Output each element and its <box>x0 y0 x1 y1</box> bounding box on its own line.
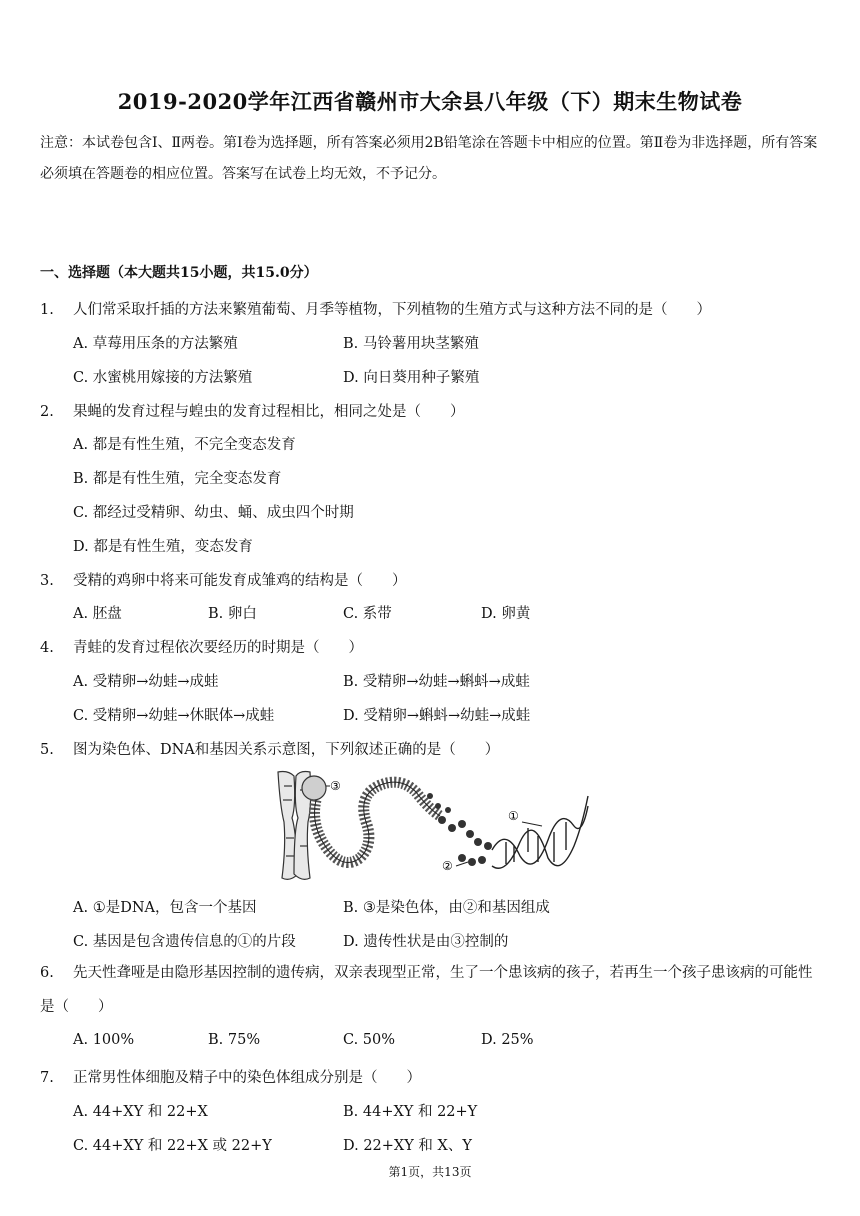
option-a: A. 44+XY 和 22+X <box>73 1104 208 1120</box>
question-number: 6. <box>40 965 54 981</box>
question-number: 5. <box>40 742 54 758</box>
option-c: C. 基因是包含遗传信息的①的片段 <box>73 934 296 950</box>
nucleosome-beads <box>427 793 492 866</box>
exam-title: 2019-2020学年江西省赣州市大余县八年级（下）期末生物试卷 <box>117 89 743 114</box>
magnified-circle <box>302 776 326 800</box>
option-d: D. 22+XY 和 X、Y <box>343 1138 472 1154</box>
question-text: 正常男性体细胞及精子中的染色体组成分别是（ ） <box>73 1070 421 1086</box>
option-a: A. ①是DNA，包含一个基因 <box>73 900 257 916</box>
question-text: 青蛙的发育过程依次要经历的时期是（ ） <box>73 640 363 656</box>
option-b: B. 受精卵→幼蛙→蝌蚪→成蛙 <box>343 674 530 690</box>
option-c: C. 系带 <box>343 606 392 622</box>
question-number: 4. <box>40 640 54 656</box>
option-b: B. 44+XY 和 22+Y <box>343 1104 478 1120</box>
question-3 <box>40 569 407 590</box>
label-2-leader <box>456 862 468 866</box>
option-d: D. 遗传性状是由③控制的 <box>343 934 509 950</box>
question-7 <box>40 1066 421 1087</box>
question-6 <box>40 956 822 1024</box>
question-number: 1. <box>40 302 54 318</box>
question-5 <box>40 738 499 759</box>
question-1 <box>40 298 711 319</box>
dna-double-helix <box>492 796 588 868</box>
option-d: D. 卵黄 <box>481 606 531 622</box>
option-d: D. 向日葵用种子繁殖 <box>343 370 480 386</box>
option-d: D. 受精卵→蝌蚪→幼蛙→成蛙 <box>343 708 531 724</box>
option-a: A. 受精卵→幼蛙→成蛙 <box>73 674 219 690</box>
figure-label-1: ① <box>508 809 519 823</box>
option-b: B. 卵白 <box>208 606 257 622</box>
question-text: 先天性聋哑是由隐形基因控制的遗传病，双亲表现型正常，生了一个患该病的孩子，若再生一个孩子患该病的可能性是（ ） <box>40 965 813 1015</box>
option-b: B. 75% <box>208 1032 261 1048</box>
chromosome-dna-figure <box>270 766 590 886</box>
option-a: A. 草莓用压条的方法繁殖 <box>73 336 238 352</box>
option-b: B. ③是染色体，由②和基因组成 <box>343 900 550 916</box>
question-text: 受精的鸡卵中将来可能发育成雏鸡的结构是（ ） <box>73 573 407 589</box>
question-2 <box>40 400 465 421</box>
option-d: D. 都是有性生殖，变态发育 <box>73 539 253 555</box>
figure-label-3: ③ <box>330 779 341 793</box>
question-text: 图为染色体、DNA和基因关系示意图，下列叙述正确的是（ ） <box>73 742 500 758</box>
option-c: C. 水蜜桃用嫁接的方法繁殖 <box>73 370 253 386</box>
option-d: D. 25% <box>481 1032 534 1048</box>
question-text: 果蝇的发育过程与蝗虫的发育过程相比，相同之处是（ ） <box>73 404 465 420</box>
exam-notice: 注意：本试卷包含Ⅰ、Ⅱ两卷。第Ⅰ卷为选择题，所有答案必须用2B铅笔涂在答题卡中相应的位置。第Ⅱ卷为非选择题，所有答案必须填在答题卷的相应位置。答案写在试卷上均无效，不予记分。 <box>40 135 818 182</box>
section-title: 一、选择题（本大题共15小题，共15.0分） <box>40 265 318 281</box>
label-1-leader <box>522 822 542 826</box>
question-text: 人们常采取扦插的方法来繁殖葡萄、月季等植物，下列植物的生殖方式与这种方法不同的是（ ） <box>73 302 711 318</box>
chromatin-coil <box>315 782 441 862</box>
option-a: A. 都是有性生殖，不完全变态发育 <box>73 437 296 453</box>
figure-label-2: ② <box>442 859 453 873</box>
option-b: B. 马铃薯用块茎繁殖 <box>343 336 479 352</box>
option-c: C. 50% <box>343 1032 396 1048</box>
option-c: C. 都经过受精卵、幼虫、蛹、成虫四个时期 <box>73 505 354 521</box>
option-c: C. 受精卵→幼蛙→休眠体→成蛙 <box>73 708 275 724</box>
page-footer: 第1页，共13页 <box>388 1165 472 1179</box>
option-c: C. 44+XY 和 22+X 或 22+Y <box>73 1138 272 1154</box>
question-4 <box>40 636 363 657</box>
question-number: 2. <box>40 404 54 420</box>
question-number: 3. <box>40 573 54 589</box>
option-a: A. 胚盘 <box>73 606 122 622</box>
question-number: 7. <box>40 1070 54 1086</box>
option-b: B. 都是有性生殖，完全变态发育 <box>73 471 282 487</box>
option-a: A. 100% <box>73 1032 135 1048</box>
